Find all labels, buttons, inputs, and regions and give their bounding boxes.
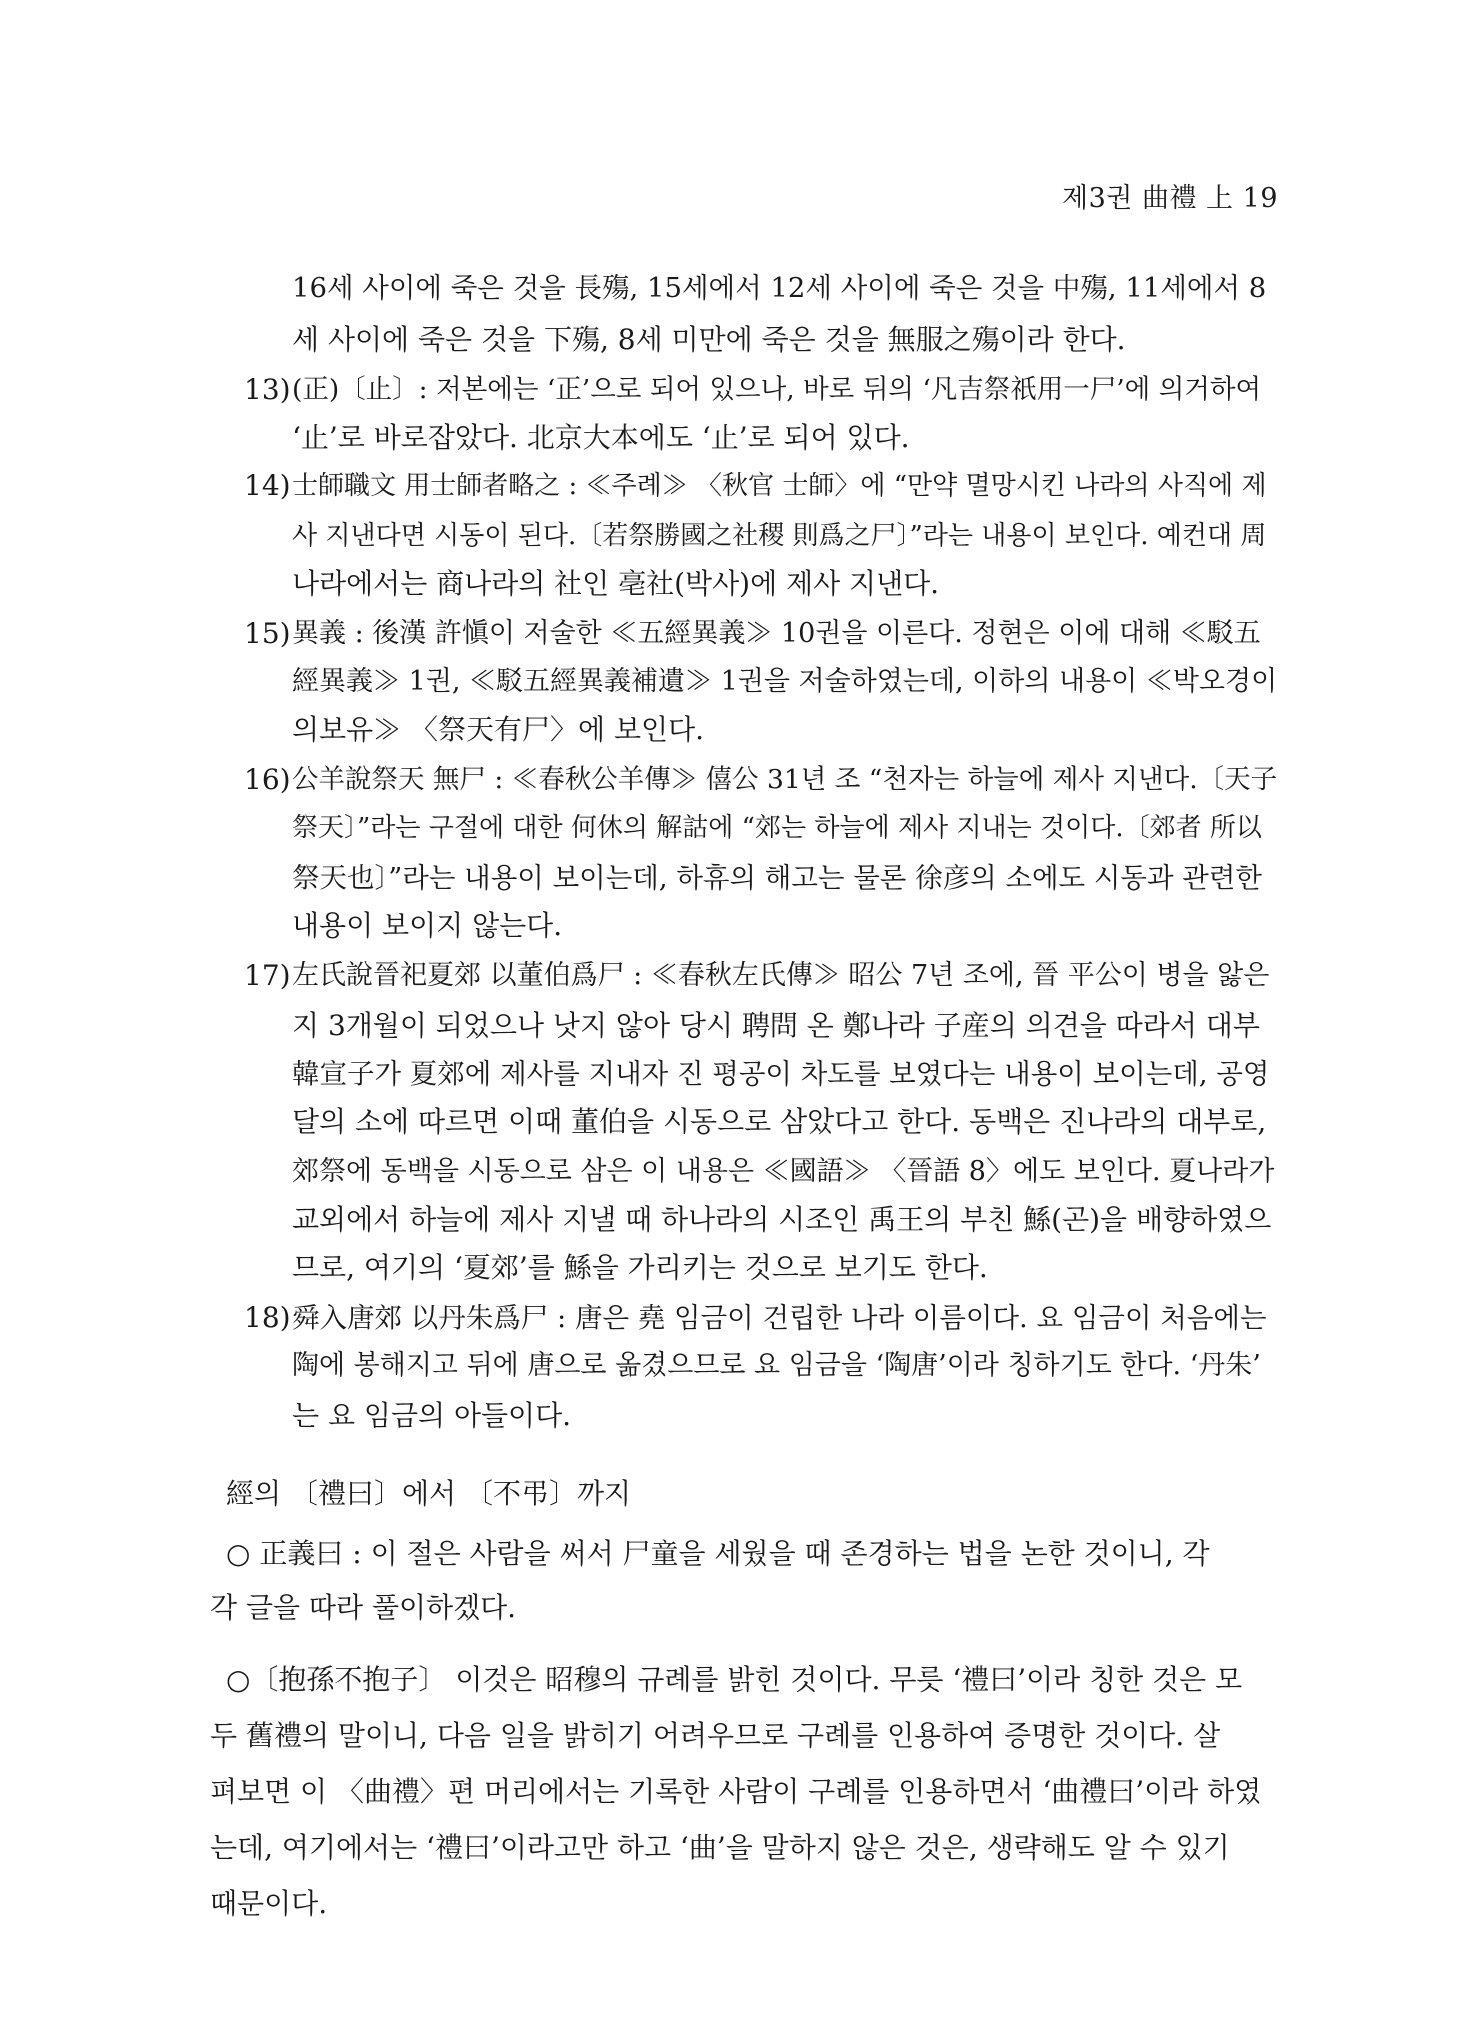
footnote-number: 16) [244,763,291,796]
body-line: 각 글을 따라 풀이하겠다. [210,1591,517,1624]
footnote-line: 祭天也〕”라는 내용이 보이는데, 하휴의 해고는 물론 徐彦의 소에도 시동과 관련한 [292,862,1262,894]
footnote-line: 舜入唐郊 以丹朱爲尸 : 唐은 堯 임금이 건립한 나라 이름이다. 요 임금이 처음에는 [292,1302,1267,1334]
footnote-number: 13) [244,373,291,406]
footnote-line: 經異義≫ 1권, ≪駁五經異義補遺≫ 1권을 저술하였는데, 이하의 내용이 ≪박오경이 [292,666,1278,697]
footnote-line: 므로, 여기의 ‘夏郊’를 鯀을 가리키는 것으로 보기도 한다. [292,1251,988,1284]
body-line: 두 舊禮의 말이니, 다음 일을 밝히기 어려우므로 구례를 인용하여 증명한 것이다. 살 [210,1719,1221,1752]
footnote-line: 사 지낸다면 시동이 된다.〔若祭勝國之社稷 則爲之尸〕”라는 내용이 보인다. 예컨대 周 [292,521,1267,551]
continuation-line: 16세 사이에 죽은 것을 長殤, 15세에서 12세 사이에 죽은 것을 中殤, 11세에서 8 [292,272,1267,304]
body-line: 때문이다. [210,1887,328,1920]
footnote-number: 15) [244,617,291,650]
footnote-line: 公羊說祭天 無尸 : ≪春秋公羊傳≫ 僖公 31년 조 “천자는 하늘에 제사 지낸다.〔天子 [292,764,1278,795]
body-line: 펴보면 이 〈曲禮〉편 머리에서는 기록한 사람이 구례를 인용하면서 ‘曲禮曰’이라 하였 [210,1775,1262,1808]
footnote-line: 는 요 임금의 아들이다. [292,1399,572,1432]
footnote-line: 지 3개월이 되었으나 낫지 않아 당시 聘問 온 鄭나라 子産의 의견을 따라서 대부 [292,1009,1260,1042]
footnote-line: 나라에서는 商나라의 社인 亳社(박사)에 제사 지낸다. [292,567,940,600]
footnote-line: 달의 소에 따르면 이때 董伯을 시동으로 삼았다고 한다. 동백은 진나라의 대부로, [292,1105,1267,1138]
footnote-number: 17) [244,959,291,992]
footnote-line: 異義 : 後漢 許愼이 저술한 ≪五經異義≫ 10권을 이른다. 정현은 이에 대해 ≪駁五 [292,618,1261,649]
body-line: 는데, 여기에서는 ‘禮曰’이라고만 하고 ‘曲’을 말하지 않은 것은, 생략해도 알 수 있기 [210,1831,1230,1864]
footnote-line: 내용이 보이지 않는다. [292,909,563,942]
continuation-line: 세 사이에 죽은 것을 下殤, 8세 미만에 죽은 것을 無服之殤이라 한다. [292,323,1126,356]
footnote-line: 士師職文 用士師者略之 : ≪주례≫ 〈秋官 士師〉에 “만약 멸망시킨 나라의 사직에 제 [292,471,1267,501]
body-line: ○〔抱孫不抱子〕 이것은 昭穆의 규례를 밝힌 것이다. 무릇 ‘禮曰’이라 칭한 것은 모 [226,1663,1243,1696]
footnote-line: 左氏說晉祀夏郊 以董伯爲尸 : ≪春秋左氏傳≫ 昭公 7년 조에, 晉 平公이 병을 앓은 [292,960,1270,991]
footnote-line: 郊祭에 동백을 시동으로 삼은 이 내용은 ≪國語≫ 〈晉語 8〉에도 보인다. 夏나라가 [292,1156,1275,1187]
footnote-line: ‘止’로 바로잡았다. 北京大本에도 ‘止’로 되어 있다. [292,421,910,454]
footnote-number: 18) [244,1301,291,1334]
footnote-line: 祭天〕”라는 구절에 대한 何休의 解詁에 “郊는 하늘에 제사 지내는 것이다.〔郊者 所以 [292,813,1262,843]
footnote-line: 韓宣子가 夏郊에 제사를 지내자 진 평공이 차도를 보였다는 내용이 보이는데, 공영 [292,1058,1270,1090]
footnote-line: 陶에 봉해지고 뒤에 唐으로 옮겼으므로 요 임금을 ‘陶唐’이라 칭하기도 한다. ‘丹朱’ [292,1350,1261,1381]
footnote-line: (正)〔止〕: 저본에는 ‘正’으로 되어 있으나, 바로 뒤의 ‘凡吉祭祇用一尸’에 의거하여 [292,374,1262,405]
footnote-line: 의보유≫ 〈祭天有尸〉에 보인다. [292,713,705,746]
footnote-line: 교외에서 하늘에 제사 지낼 때 하나라의 시조인 禹王의 부친 鯀(곤)을 배향하였으 [292,1203,1272,1236]
running-header: 제3권 曲禮 上 19 [1062,183,1278,214]
section-heading: 經의 〔禮曰〕에서 〔不弔〕까지 [226,1477,632,1510]
footnote-number: 14) [244,469,291,502]
body-line: ○ 正義曰 : 이 절은 사람을 써서 尸童을 세웠을 때 존경하는 법을 논한 것이니, 각 [226,1537,1210,1570]
